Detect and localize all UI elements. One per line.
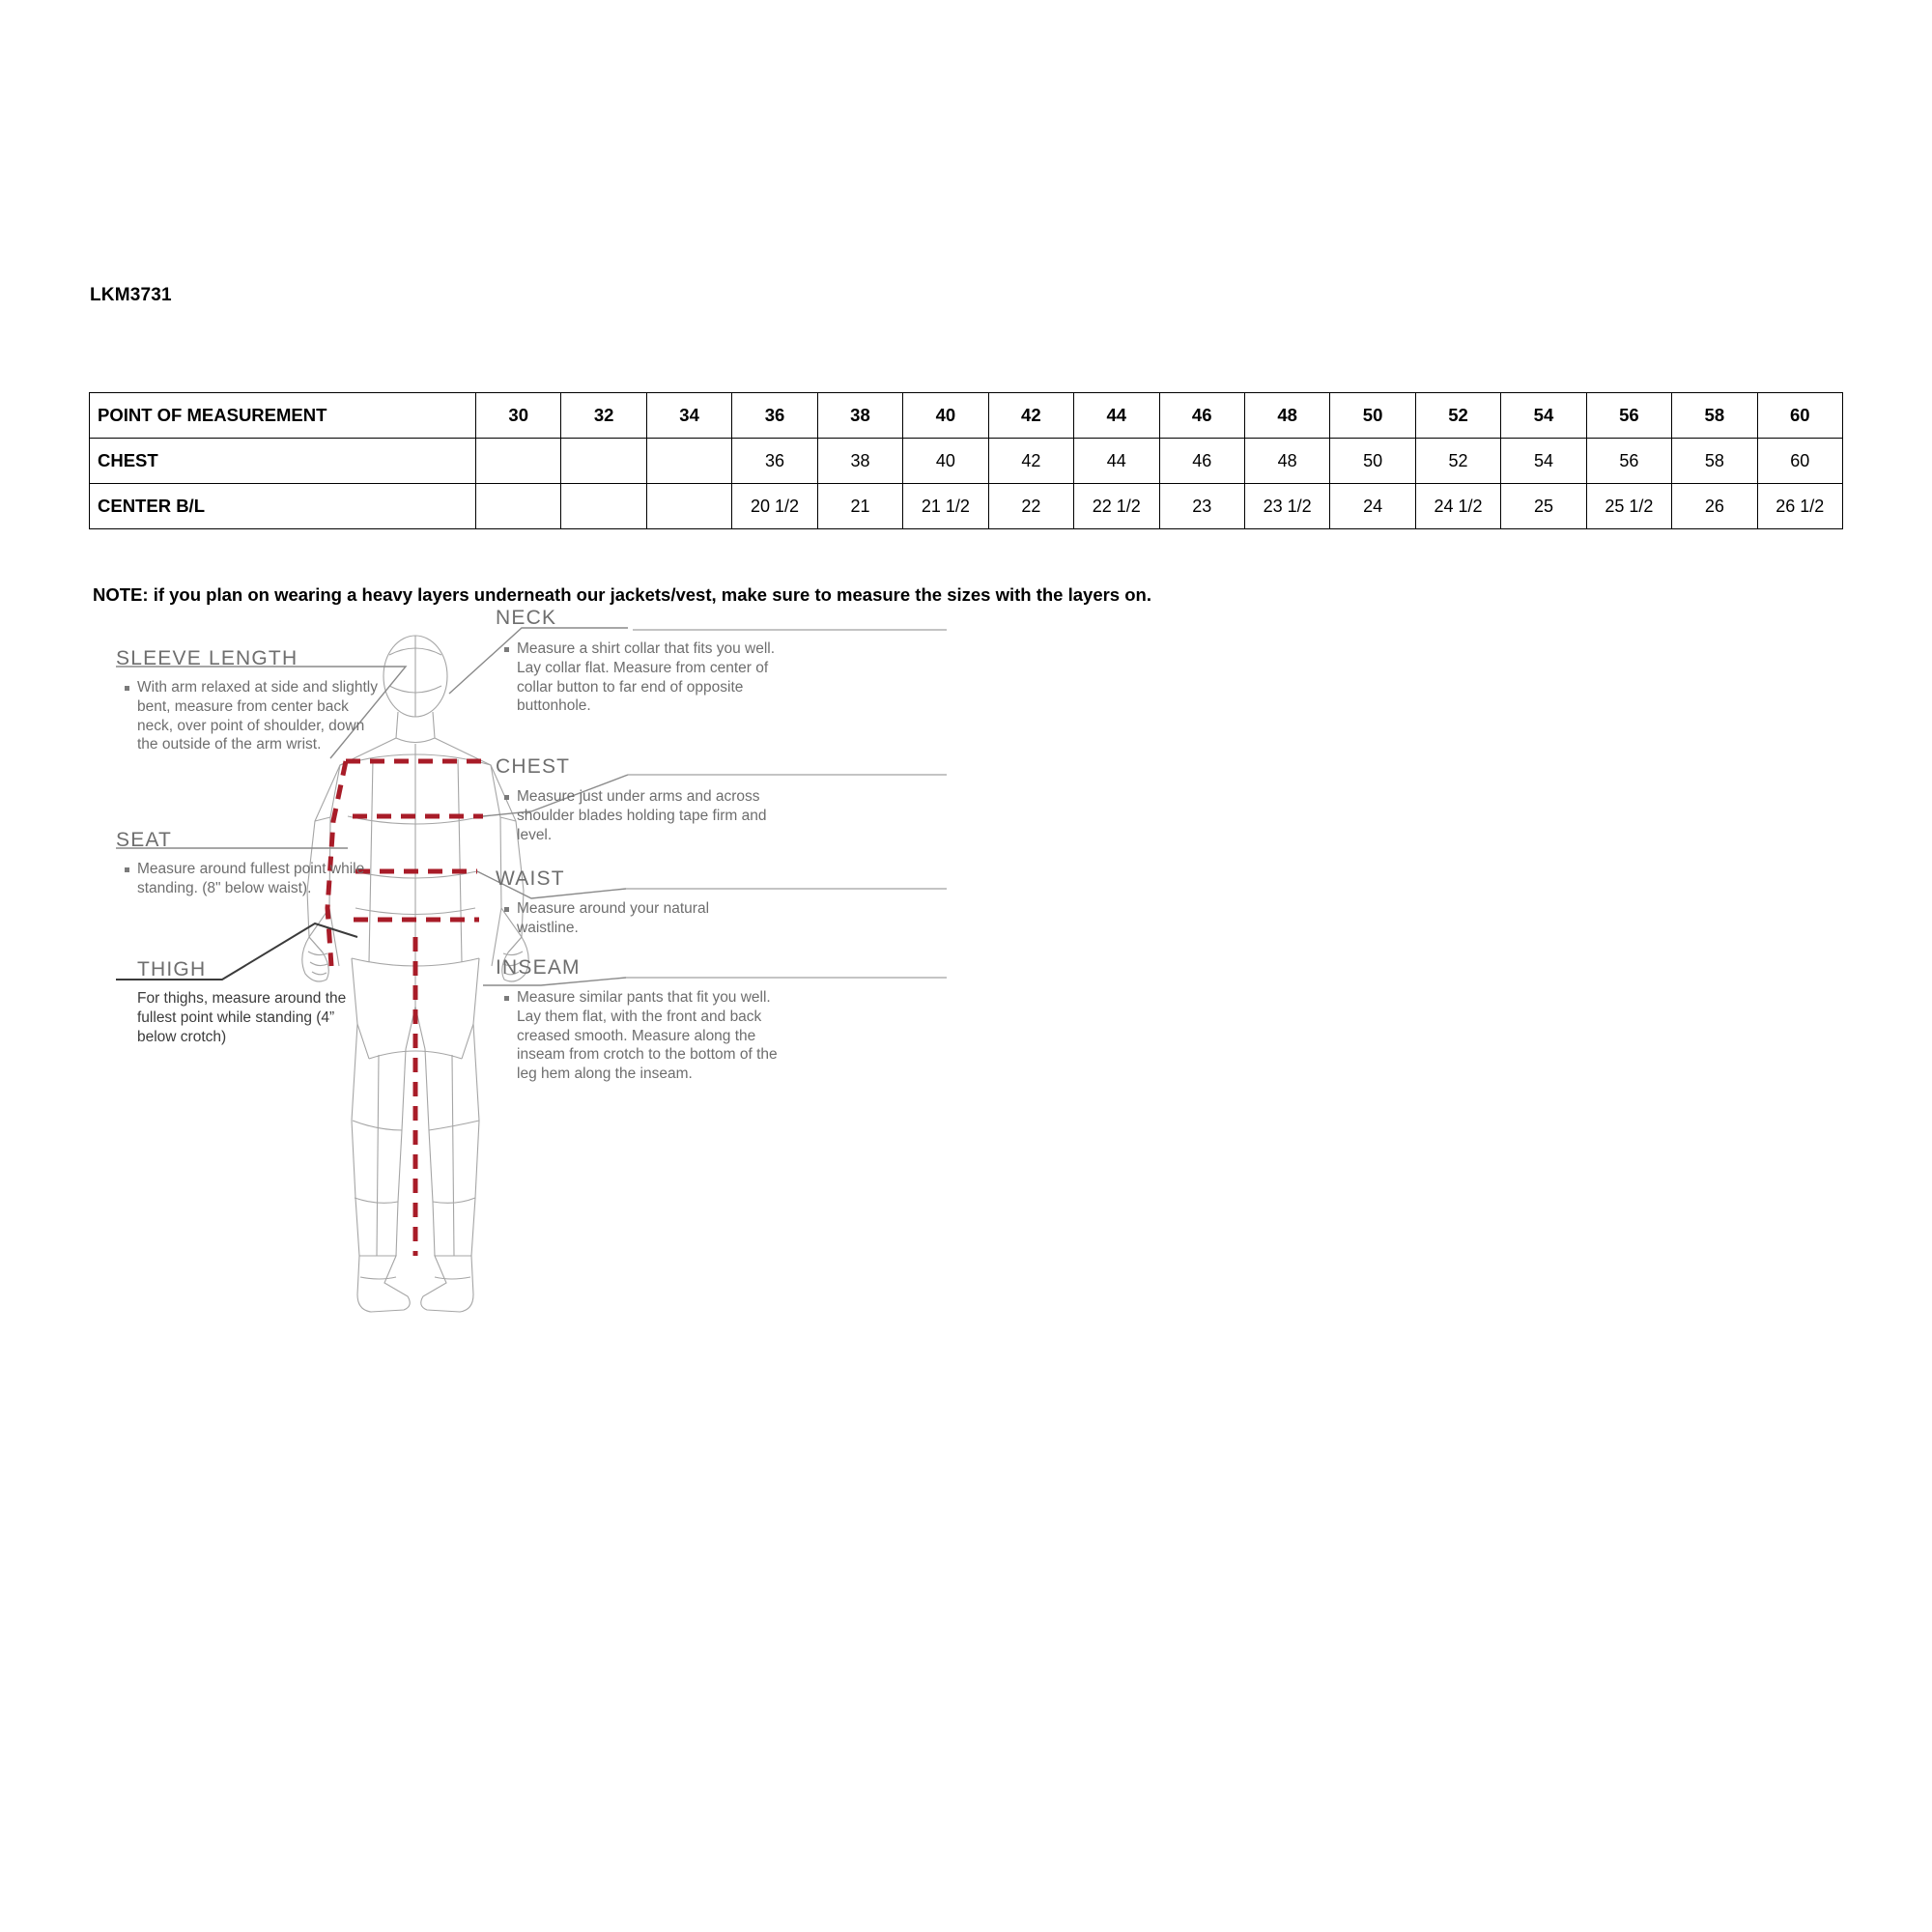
callout-body-sleeve-length: With arm relaxed at side and slightly bent, measure from center back neck, over point of shoulder, down the outside of the arm wrist. [137,679,378,753]
table-cell: 24 1/2 [1415,484,1500,529]
table-cell: 52 [1415,439,1500,484]
measurement-note: NOTE: if you plan on wearing a heavy layers underneath our jackets/vest, make sure to measure the sizes with the layers on. [93,584,1151,605]
table-header-size: 58 [1672,393,1757,439]
callout-title-thigh: THIGH [137,958,207,980]
table-cell [646,439,731,484]
table-header-size: 44 [1074,393,1159,439]
bullet-marker-seat [125,867,129,872]
table-header-size: 50 [1330,393,1415,439]
table-cell: 26 [1672,484,1757,529]
row-label-center-bl: CENTER B/L [90,484,476,529]
bullet-marker-waist [504,907,509,912]
callout-title-inseam: INSEAM [496,956,581,979]
callout-title-chest: CHEST [496,755,571,778]
table-header-size: 46 [1159,393,1244,439]
bullet-marker-inseam [504,996,509,1001]
product-code: LKM3731 [90,285,172,305]
bullet-marker-sleeve-length [125,686,129,691]
table-header-size: 38 [817,393,902,439]
table-header-row [90,393,1843,439]
table-row [90,484,1843,529]
table-cell: 25 1/2 [1586,484,1671,529]
measurement-diagram [116,607,947,1352]
callout-title-sleeve-length: SLEEVE LENGTH [116,647,298,669]
table-header-point-of-measurement: POINT OF MEASUREMENT [90,393,476,439]
table-header-size: 36 [732,393,817,439]
table-header-size: 42 [988,393,1073,439]
callout-body-neck: Measure a shirt collar that fits you well. Lay collar flat. Measure from center of collar button to far end of opposite buttonhole. [517,640,776,715]
table-cell: 22 1/2 [1074,484,1159,529]
table-cell [561,484,646,529]
table-header-size: 30 [476,393,561,439]
bullet-marker-chest [504,795,509,800]
table-cell: 26 1/2 [1757,484,1842,529]
size-table-container [89,392,1843,529]
table-cell: 60 [1757,439,1842,484]
callout-body-chest: Measure just under arms and across shoulder blades holding tape firm and level. [517,788,767,843]
table-cell: 36 [732,439,817,484]
table-cell: 56 [1586,439,1671,484]
table-cell: 44 [1074,439,1159,484]
table-cell: 58 [1672,439,1757,484]
table-cell: 54 [1501,439,1586,484]
callout-body-seat: Measure around fullest point while standing. (8" below waist). [137,861,365,896]
table-cell: 48 [1244,439,1329,484]
table-header-size: 54 [1501,393,1586,439]
table-cell [646,484,731,529]
table-cell: 23 [1159,484,1244,529]
callout-title-neck: NECK [496,607,557,629]
table-header-size: 60 [1757,393,1842,439]
table-cell: 21 1/2 [903,484,988,529]
row-label-chest: CHEST [90,439,476,484]
table-cell: 24 [1330,484,1415,529]
table-header-size: 34 [646,393,731,439]
table-header-size: 56 [1586,393,1671,439]
table-cell: 40 [903,439,988,484]
callout-title-seat: SEAT [116,829,173,851]
table-row [90,439,1843,484]
table-cell: 46 [1159,439,1244,484]
table-header-size: 48 [1244,393,1329,439]
table-cell: 38 [817,439,902,484]
table-cell: 42 [988,439,1073,484]
callout-body-inseam: Measure similar pants that fit you well. Lay them flat, with the front and back creased smooth. Measure along the inseam from crotch to the bottom of the leg hem along the inseam. [517,989,778,1083]
table-cell: 22 [988,484,1073,529]
size-table [89,392,1843,529]
table-header-size: 52 [1415,393,1500,439]
callout-body-waist: Measure around your natural waistline. [517,900,710,936]
bullet-marker-neck [504,647,509,652]
table-cell: 21 [817,484,902,529]
table-cell: 20 1/2 [732,484,817,529]
callout-body-thigh: For thighs, measure around the fullest point while standing (4” below crotch) [137,990,347,1045]
table-cell: 25 [1501,484,1586,529]
table-cell: 23 1/2 [1244,484,1329,529]
table-cell [476,439,561,484]
callout-title-waist: WAIST [496,867,565,890]
table-cell: 50 [1330,439,1415,484]
table-header-size: 40 [903,393,988,439]
table-cell [476,484,561,529]
table-header-size: 32 [561,393,646,439]
table-cell [561,439,646,484]
